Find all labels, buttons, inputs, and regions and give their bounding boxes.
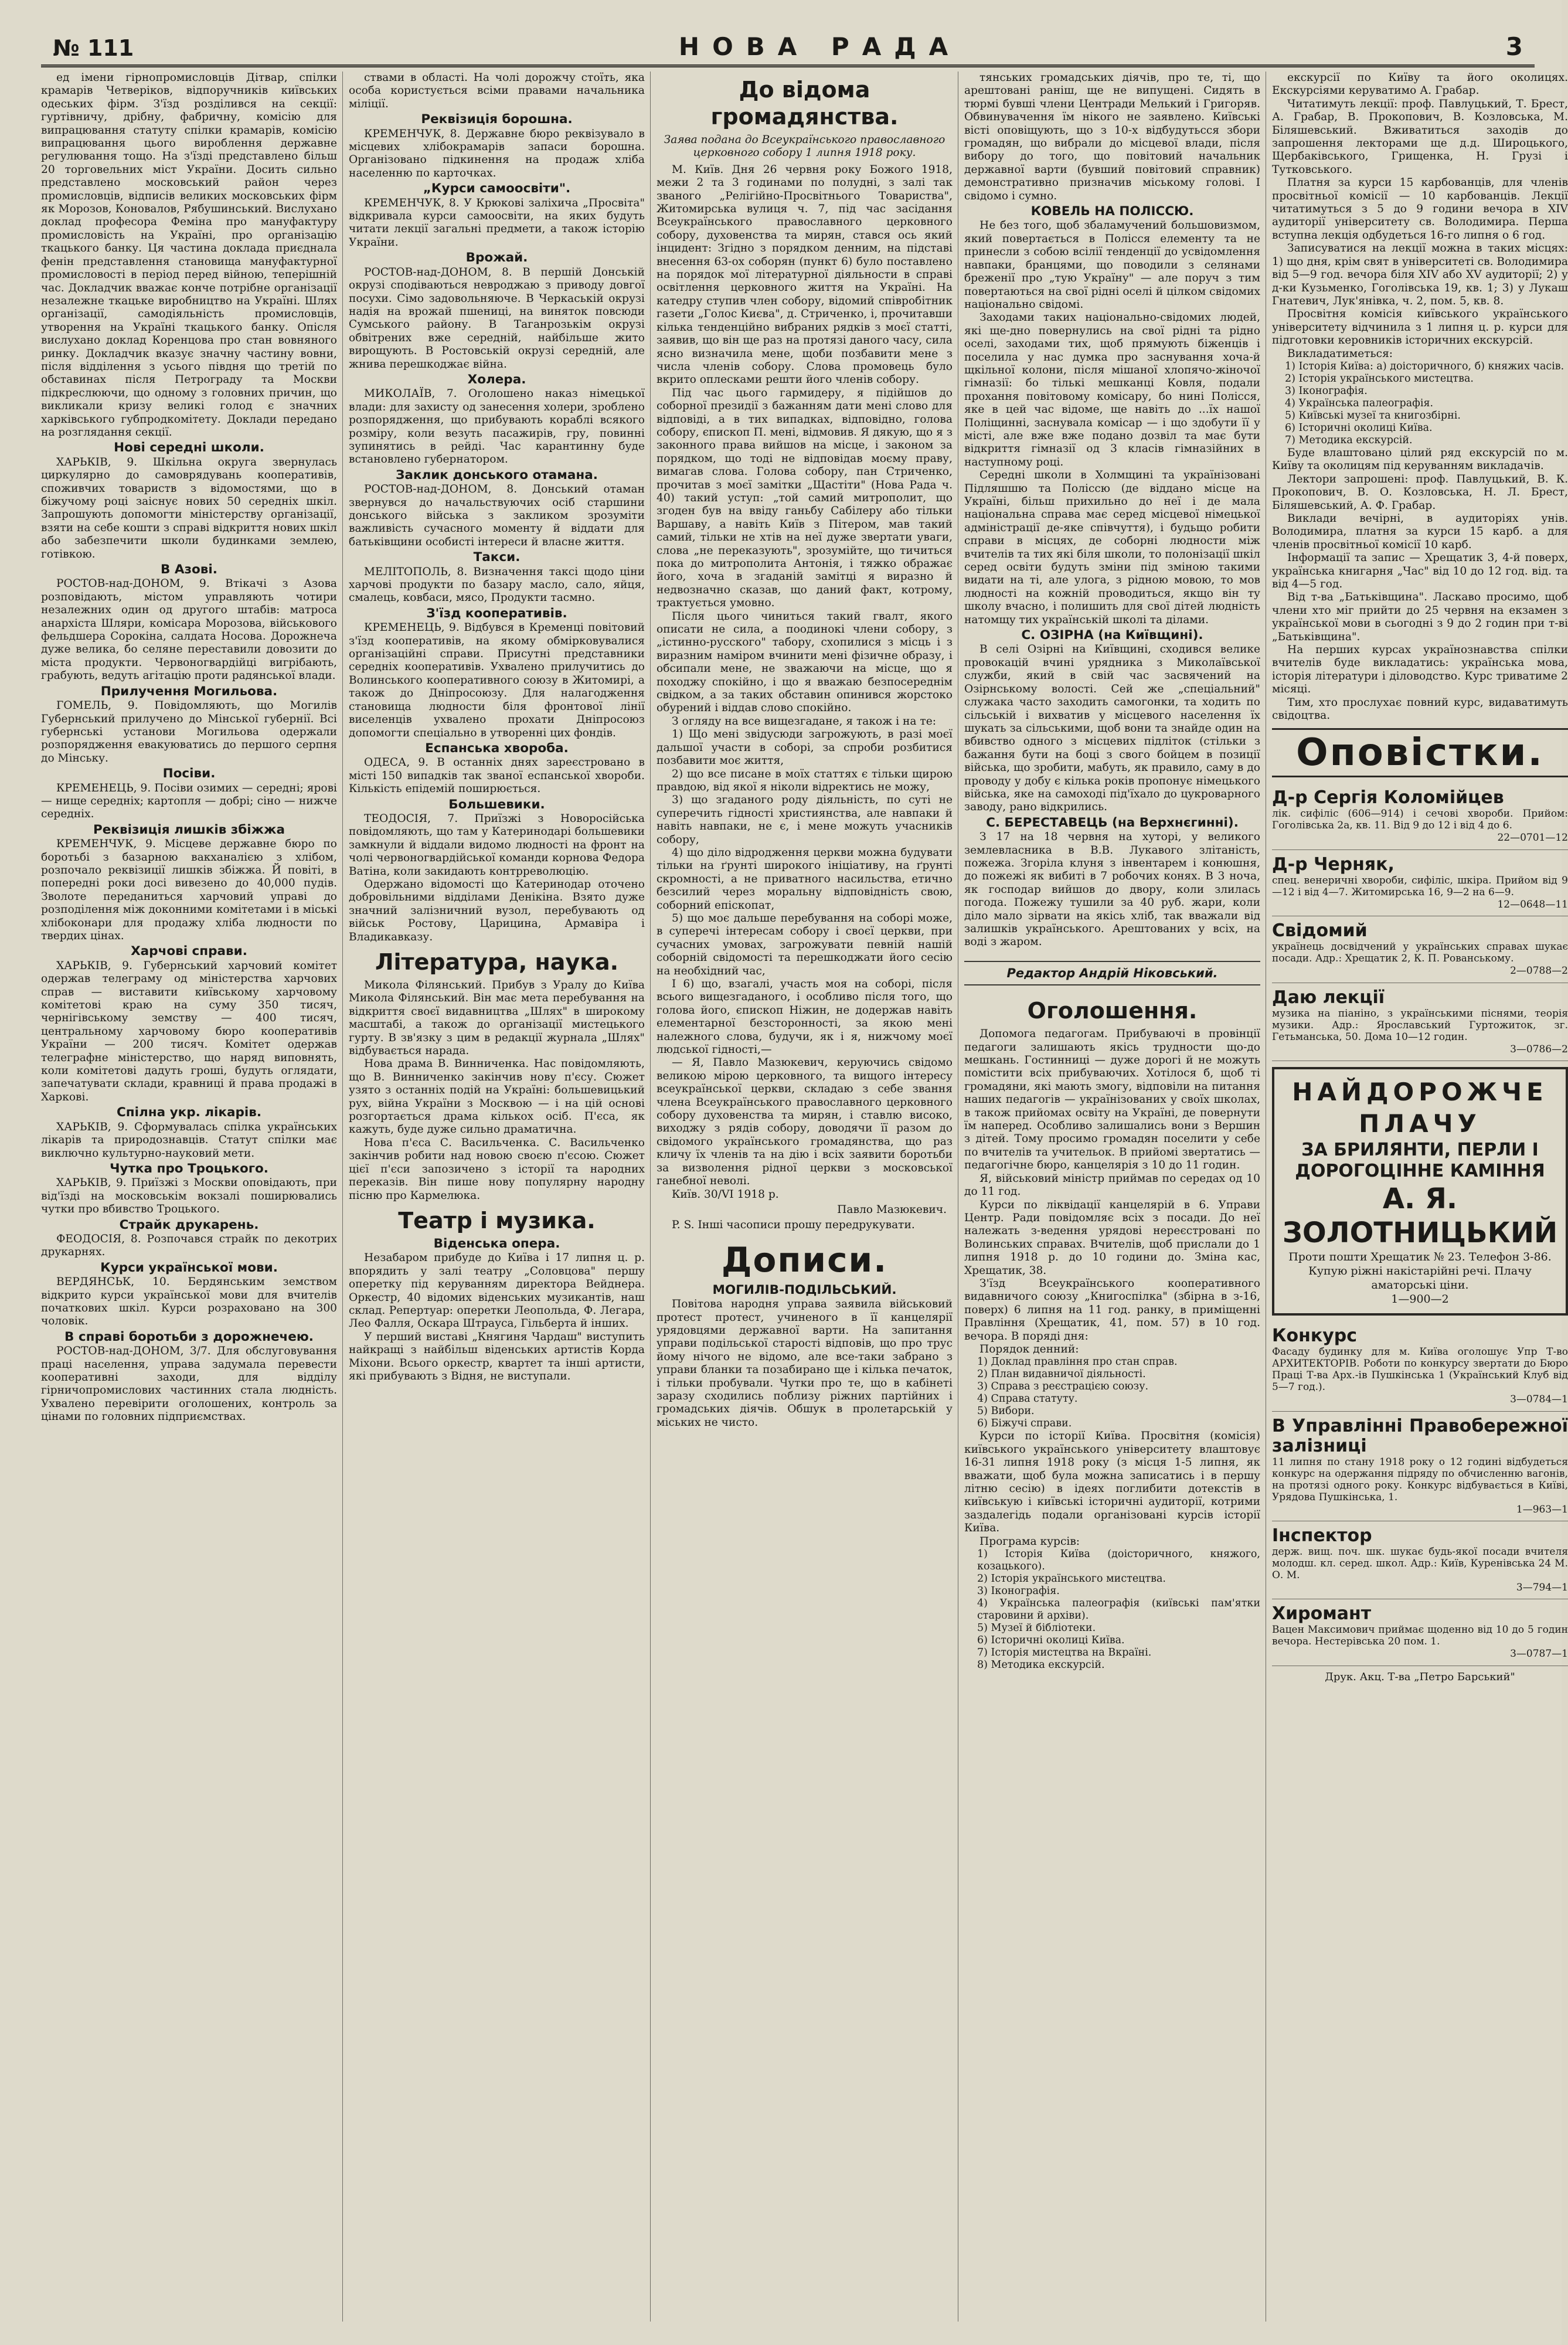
ads-section-title: Оповістки. [1272,728,1568,777]
paragraph: Нова п'єса С. Васильченка. С. Васильченко закінчив робити над новою своєю п'єсою. Сюжет цієї п'єси запозичено з історії та народних переказів. Він пише нову популярну народну пісню про Кармелюка. [349,1136,645,1202]
ad-code: 3—0784—1 [1510,1394,1568,1406]
list-item: 7) Методика екскурсій. [1285,434,1413,446]
paragraph: ФЕОДОСІЯ, 8. Розпочався страйк по декотрих друкарнях. [41,1232,337,1259]
page-number: 3 [1505,32,1523,61]
paragraph: Микола Філянський. Прибув з Уралу до Київа Микола Філянський. Він має мета перебування на відкриття своєї видавництва „Шлях" в широкому масштабі, а також до організації мистецького гурту. В зв'язку з цим в редакції журнала „Шлях" відбувається нарада. [349,979,645,1058]
editor-line: Редактор Андрій Ніковський. [964,961,1260,985]
section-heading: Посіви. [162,766,216,781]
paragraph: Тим, хто прослухає повний курс, видаватимуть свідоцтва. [1272,696,1568,722]
paragraph: У перший виставі „Княгиня Чардаш" виступить найкращі з найбільш віденських артистів Корда Міхони. Всього оркестр, квартет та інші артисти, які прибувають з Відня, не виступали. [349,1330,645,1382]
paragraph: КРЕМЕНЕЦЬ, 9. Відбувся в Кременці повітовий з'їзд кооперативів, на якому обмірковувалися організаційні справи. Присутні представники середніх кооперативів. Ухвалено прилучитись до Волинського кооперативного союзу в Житомирі, а також до Дніпросоюзу. Для налагодження становища людности біля фронтової лінії виселенців ухвалено прохати Дніпросоюз допомогти спеціально в утворенні цих фондів. [349,621,645,739]
list-item: 3) Справа з реєстрацією союзу. [977,1381,1149,1393]
classified-ad [1272,1599,1568,1666]
section-heading: В Азові. [161,562,217,577]
paragraph: ХАРЬКІВ, 9. Сформувалась спілка українських лікарів та природознавців. Статут спілки має виключно культурно-науковий мети. [41,1120,337,1160]
columns [41,72,1568,2322]
paragraph: Програма курсів: [979,1535,1080,1548]
paragraph: екскурсії по Київу та його околицях. Екскурсіями керуватимо А. Грабар. [1272,72,1568,97]
list-item: 8) Методика екскурсій. [977,1659,1105,1671]
ad-address: Проти пошти Хрещатик № 23. Телефон 3-86. [1288,1250,1552,1264]
section-heading: Реквізиція борошна. [421,112,573,127]
section-heading: Заклик донського отамана. [396,467,598,482]
list-item: 6) Історичні околиці Київа. [977,1634,1125,1647]
paragraph: РОСТОВ-над-ДОНОМ, 9. Втікачі з Азова розповідають, містом управляють чотири незалежних один од другого штабів: матроса анархіста Шляри, комісара Морозова, військового фельдшера Сорокіна, салдата Носова. Дорожнеча дуже велика, бо селяне переставили довозити до міста продукти. Червоногвардійці вигрібають, грабують, ведуть агітацію проти радянської влади. [41,577,337,682]
section-heading: Реквізиція лишків збіжжа [93,822,285,837]
paragraph: МЕЛІТОПОЛЬ, 8. Визначення таксі щодо ціни харчові продукти по базару масло, сало, яйця, смалець, ковбаси, мясо, Продукти тасмно. [349,565,645,604]
paragraph: Повітова народня управа заявила військовий протест протест, учиненого в її канцелярії урядовцями державної варти. На запитання управи подільської старості відповів, що про трус йому нічого не відомо, але все-таки забрано з управи бланки та позабирано ще і кілька печаток, і тільки пробували. Чутки про те, що в кабінеті заразу сходились поблизу ріжних партійних і громадських діячів. Обшук в пролетарській у міських не чисто. [657,1298,953,1429]
ad-name: Конкурс [1272,1326,1358,1347]
section-heading: Харчові справи. [131,944,247,959]
ad-text: Вацен Максимович приймає щоденно від 10 до 5 годин вечора. Нестерівська 20 пом. 1. [1272,1624,1568,1648]
section-heading: Спілна укр. лікарів. [117,1105,261,1120]
list-item: 4) Українська палеографія. [1285,397,1434,409]
paragraph: 4) що діло відродження церкви можна будувати тільки на ґрунті широкого ініціативу, на ґрунті скромності, а не приватного насильства, етично безсилий через моральну відповідність свою, соборний епіскопат, [657,846,953,912]
paragraph: 2) що все писане в моїх статтях є тільки щирою правдою, від якої я ніколи відректись не можу, [657,767,953,793]
list-item: 5) Вибори. [977,1405,1035,1418]
paragraph: Виклади вечірні, в аудиторіях унів. Володимира, платня за курси 15 карб. а для членів просвітньої комісії 10 карб. [1272,512,1568,551]
paragraph: Від т-ва „Батьківщина". Ласкаво просимо, щоб члени хто міг прийти до 25 червня на екзамен з української мови в сьогодні з 9 до 2 годин при т-ві „Батьківщина". [1272,591,1568,643]
paragraph: ОДЕСА, 9. В останніх днях зареєстровано в місті 150 випадків так званої еспанської хвороби. Кількість епідемій поширюється. [349,756,645,796]
paragraph: На перших курсах українознавства спілки вчителів буде викладатись: українська мова, історія літератури і діловодство. Курс триватиме 2 місяці. [1272,644,1568,696]
ad-code: 2—0788—2 [1510,965,1568,977]
ad-offer: ЗА БРИЛЯНТИ, ПЕРЛИ І ДОРОГОЦІННЕ КАМІННЯ [1295,1140,1545,1182]
paragraph: Я, військовий міністр приймав по середах од 10 до 11 год. [964,1172,1260,1198]
section-heading: Курси української мови. [100,1260,278,1275]
list-item: 1) Доклад правління про стан справ. [977,1356,1178,1368]
jeweler-advertisement [1272,1067,1568,1316]
column-5 [1272,72,1568,2322]
paragraph: ХАРЬКІВ, 9. Шкільна округа звернулась циркулярно до самоврядувань кооперативів, споживчих товариств з відомостями, що в біжучому році заіснує нових 50 середніх шкіл. Запрошують допомогти міністерству організації, взяти на себе кошти з справі відкриття нових шкіл або забезпечити школи будинками землею, готівкою. [41,456,337,560]
classified-ad [1272,783,1568,849]
paragraph: — Я, Павло Мазюкевич, керуючись свідомо великою мірою церковного, та вищого інтересу всеукраїнської церкви, складаю з себе звання члена Всеукраїнського православного церковного собору духовенства та мирян, і ставлю високо, виходжу з рядів собору, доводячи її разом до свідомого українського громадянства, що раз кличу їх членів та на дію і всіх заявити боротьби за визволення рідної церкви з московської ганебної неволі. [657,1056,953,1188]
paragraph: МИКОЛАЇВ, 7. Оголошено наказ німецької влади: для захисту од занесення холери, зроблено розпорядження, що прибувають кораблі всякого розміру, коли везуть пасажирів, гру, повинні зупинятись в рейді. Час карантинну буде встановлено губернатором. [349,388,645,466]
paragraph: З огляду на все вищезгадане, я також і на те: [672,715,936,728]
classified-ad [1272,983,1568,1061]
list-item: 5) Київські музеї та книгозбірні. [1285,409,1461,422]
section-heading: Віденська опера. [433,1236,560,1251]
article-signature: Павло Мазюкевич. [837,1203,947,1216]
section-heading: Холера. [467,372,526,387]
ad-name: Хиромант [1272,1603,1372,1624]
classified-ad [1272,1412,1568,1521]
section-heading: Нові середні школи. [114,440,264,456]
ad-code: 1—963—1 [1516,1503,1568,1515]
list-item: 3) Іконографія. [1285,385,1368,397]
paragraph: тянських громадських діячів, про те, ті, що арештовані раніш, ще не випущені. Сидять в тюрмі бувші члени Центради Мелький і Григоряв. Обвинувачення їм нікого не заявлено. Київські вісті оповіщують, що з 10-х відбудутьсся збори громадян, що вибрали до місцевої влади, після вибору до того, що повітовий начальник державної варти (бувший повітовий справник) демонстративно призначив міському голові. І свідомо і сумно. [964,72,1260,202]
paragraph: РОСТОВ-над-ДОНОМ, 8. В першій Донській окрузі сподіваються невроджаю з приводу довгої посухи. Сімо задовольняюче. В Черкаській окрузі надія на врожай пшениці, на виняток повсюди Сумського району. В Таганрозькім окрузі обвітрених вже середній, найбільше жито вирощують. В Ростовській окрузі середній, але жнива перешкоджає війна. [349,266,645,371]
paragraph: Після цього чиниться такий гвалт, якого описати не сила, а поодинокі члени собору, з „істинно-русского" табору, схопилися з місць і з виразним наміром вчинити мені фізичне образу, і обсипали мене, не зважаючи на місце, що я походжу спокійно, і що я вважаю безпосереднім свідком, а за таких обставин опинився жорстоко обурений і віддав слово спокійно. [657,610,953,715]
major-heading: Література, наука. [375,949,619,975]
paragraph: КРЕМЕНЧУК, 9. Місцеве державне бюро по боротьбі з базарною вакханалією з хлібом, розпочало реквізиції лишків збіжжа. Й повіті, в попередні роки досі вивезено до 40,000 пудів. Зволоте переданиться харчовий управі до розподілення між доконними комітетами і в міські хлібоконари для продажу хліба людности по твердих цінах. [41,838,337,942]
ad-text: українець досвідчений у українських справах шукає посади. Адр.: Хрещатик 2, К. П. Рованському. [1272,941,1568,965]
ad-text: лік. сифіліс (606—914) і сечові хвороби. Прийом: Гоголівська 2а, кв. 11. Від 9 до 12 і від 4 до 6. [1272,808,1568,832]
ad-headline-2: ПЛАЧУ [1359,1109,1481,1138]
ad-code: 3—0787—1 [1510,1648,1568,1660]
section-heading: МОГИЛІВ-ПОДІЛЬСЬКИЙ. [712,1282,897,1297]
paragraph: Порядок денний: [979,1343,1079,1355]
section-heading: Чутка про Троцького. [110,1161,268,1176]
paragraph: В селі Озірні на Київщині, сходився велике провокацій вчині урядника з Миколаївської служби, який в свій час засвячений на Озірнському волості. Сей же „спеціальний" служака часто заходить самогонки, та ходить по сільській і вихватив у місцевого населення їх шукать за сільськими, щоб вони та знайде один на вбивство одного з місцевих підліток (стільки з бажання бути на боці з свого бойцем в позиції війська, що зробити, мабуть, як правило, саму в до проводу у добу є кілька років пропонує німецького війська, яке на самоході під'їхало до цукроварного заводу, рано відкрились. [964,643,1260,814]
paragraph: Нова драма В. Винниченка. Нас повідомляють, що В. Винниченко закінчив нову п'єсу. Сюжет узято з останніх подій на Україні: большевицький рух, війна України з Москвою — і на цій основі розгортається драма кількох осіб. П'єса, як кажуть, буде дуже сильно драматична. [349,1058,645,1136]
paragraph: І 6) що, взагалі, участь моя на соборі, після всього вищезгаданого, і особливо після того, що голова його, єпископ Ніжин, не додержав навіть елементарної безсторонності, за якою мені належного слова, будучи, як і я, нижчому моєї людської гідності,— [657,978,953,1056]
ad-text: Фасаду будинку для м. Київа оголошує Упр Т-во АРХИТЕКТОРІВ. Роботи по конкурсу звертати до Бюро Праці Т-ва Арх.-ів Пушкінська 1 (Український Клуб від 5—7 год.). [1272,1346,1568,1394]
paragraph: ГОМЕЛЬ, 9. Повідомляють, що Могилів Губернський прилучено до Мінської губернії. Всі губернські установи Могильова одержали розпорядження евакуюватись до першого серпня до Мінську. [41,699,337,764]
paragraph: КРЕМЕНЕЦЬ, 9. Посіви озимих — середні; ярові — нище середніх; картопля — добрі; сіно — нижче середніх. [41,781,337,821]
paragraph: Заходами таких національно-свідомих людей, які ще-дно повернулись на свої рідні та рідно оселі, заходами тих, щоб прямують біженців і поселила у нас думка про заснування хоча-й щкільної колони, після мішаної хлопячо-жіночої гімназії: бо тількі мешканці Ковля, подали прохання повітовому комісару, бо нині Полісся, яке в цей час відоме, ще навіть до ...їх нашої Поліщинні, заснувала комісар — і що здобути її у місті, але вже вже подано дозвіл та має бути відкриття гімназії од 3 класів гімназійних в наступному році. [964,311,1260,468]
paragraph: Одержано відомості що Катеринодар оточено добровільними відділами Денікіна. Взято дуже значний залізничний вузол, перебувають од військ Ростову, Царицина, Армавіра і Владикавказу. [349,878,645,943]
major-heading: Театр і музика. [398,1207,596,1233]
section-heading: В справі боротьби з дорожнечею. [64,1329,314,1344]
paragraph: Платня за курси 15 карбованців, для членів просвітньої комісії — 10 карбованців. Лекції читатимуться з 5 до 9 години вечора в XIV аудиторії університету св. Володимира. Перша вступна лекція одбудеться 16-го липня о 6 год. [1272,176,1568,242]
paragraph: Незабаром прибуде до Київа і 17 липня ц. р. впорядить у залі театру „Соловцова" першу оперетку під керуванням директора Вейднера. Оркестр, 40 відомих віденських музикантів, наш склад. Репертуар: оперетки Леопольда, Ф. Легара, Лео Фалля, Оскара Штрауса, Гільберта й інших. [349,1252,645,1330]
ad-code: 1—900—2 [1391,1293,1449,1306]
paragraph: 1) Що мені звідусюди загрожують, в разі моєї дальшої участи в соборі, за спроби розбитися позбавити моє життя, [657,728,953,767]
ad-note: Купую ріжні накістарійні речі. Плачу аматорські ціни. [1308,1265,1532,1292]
ad-name: Д-р Черняк, [1272,854,1394,875]
list-item: 1) Історія Київа: а) доісторичного, б) княжих часів. [1285,360,1564,372]
paragraph: М. Київ. Дня 26 червня року Божого 1918, межи 2 та 3 годинами по полудні, з залі так званого „Релігійно-Просвітнього Товариства", Житомирська вулиця ч. 7, під час засідання Всеукраїнського православного церковного собору, духовенства та мирян, стався ось який інцидент: Згідно з порядком денним, на підставі внесення 63-ох соборян (пункт 6) було поставлено на порядок мої літературної діяльности в справі освітлення церковного життя на Україні. На катедру ступив член собору, відомий співробітник газети „Голос Києва", д. Стриченко, і, прочитавши кілька тенденційно вибраних рядків з моєї статті, заявив, що він ще раз на протязі даного часу, сила ясно визначила мене, щоби позбавити мене з числа членів собору. Слова промовець було вкрито оплесками решти його членів собору. [657,163,953,386]
article-subtitle: Заява подана до Всеукраїнського православного церковного собору 1 липня 1918 року. [664,134,945,159]
paragraph: Київ. 30/VI 1918 р. [672,1188,779,1201]
ad-name: Інспектор [1272,1525,1372,1546]
paragraph: КРЕМЕНЧУК, 8. Державне бюро реквізувало в місцевих хлібокрамарів запаси борошна. Організовано підкинення на продаж хліба населенню по карточках. [349,127,645,179]
ad-name: Д-р Сергія Коломійцев [1272,787,1504,808]
ad-merchant-name: А. Я. ЗОЛОТНИЦЬКИЙ [1282,1182,1558,1250]
classified-ad [1272,1521,1568,1599]
section-heading: „Курси самоосвіти". [423,181,571,196]
ad-headline: НАЙДОРОЖЧЕ [1292,1078,1548,1107]
major-heading: Оголошення. [1027,998,1198,1024]
list-item: 1) Історія Київа (доісторичного, княжого, козацького). [977,1548,1260,1573]
list-item: 2) План видавничої діяльності. [977,1368,1146,1381]
ad-text: спец. венеричні хвороби, сифіліс, шкіра. Прийом від 9—12 і від 4—7. Житомирська 16, 9—2 на 6—9. [1272,874,1568,898]
paragraph: ствами в області. На чолі дорожчу стоїть, яка особа користується всіми правами начальника міліції. [349,72,645,110]
list-item: 7) Історія мистецтва на Вкраїні. [977,1647,1152,1659]
issue-number: № 111 [53,35,134,61]
paragraph: Записуватися на лекції можна в таких місцях: 1) що дня, крім свят в університеті св. Володимира від 5—9 год. вечора біля XIV або XV аудиторії; 2) у д-ки Кузьменко, Гоголівська 19, кв. 1; 3) у Лукаш Гнатевич, Лук'янівка, ч. 2, пом. 5, кв. 8. [1272,242,1568,307]
section-heading: Еспанська хвороба. [425,740,569,756]
paragraph: Курси по історії Київа. Просвітня (комісія) київського українського університету влаштовує 16-31 липня 1918 року (з місця 1-5 липня, як вважати, щоб була можна записатись і в першу літню сесію) в ідеях поглибити дотекстів в київськую і київські історичні аудиторії, котрими заздалегідь подали організовані курсів історії Київа. [964,1430,1260,1535]
classified-ad [1272,916,1568,983]
paragraph: КРЕМЕНЧУК, 8. У Крюкові заліхича „Просвіта" відкривала курси самоосвіти, на яких будуть читати лекції загальні предмети, а також історію України. [349,196,645,249]
list-item: 3) Іконографія. [977,1585,1060,1598]
paragraph: Лектори запрошені: проф. Павлуцький, В. К. Прокопович, В. О. Козловська, Н. Л. Брест, Біляшевський, А. Ф. Грабар. [1272,473,1568,512]
paragraph: Просвітня комісія київського українського університету відчинила з 1 липня ц. р. курси для підготовки керовників історичних екскурсій. [1272,308,1568,347]
masthead [41,30,1535,67]
printer-imprint: Друк. Акц. Т-ва „Петро Барський" [1325,1670,1515,1683]
section-heading: З'їзд кооперативів. [426,606,567,621]
ad-code: 22—0701—12 [1497,832,1568,844]
paragraph: 3) що згаданого роду діяльність, по суті не суперечить гідності християнства, але навпаки й навіть навпаки, не є, і мене можуть учасників собору, [657,794,953,846]
paragraph: Під час цього гармидеру, я підійшов до соборної президії з бажанням дати мені слово для відповіді, а в тих випадках, відповідно, голова собору, єпископ П. мені, відмовив. Я дякую, що я з законного права вийшов на місце, і законом за порядком, що тоді не відповідав моєму праву, вимагав слова. Голова собору, пан Стриченко, прочитав з моєї замітки „Щастіти" (Нова Рада ч. 40) такий уступ: „той самий митрополит, що згоден був на ввіду ганьбу Сабілеру або тільки Варшаву, а навіть Київ з Пітером, мав такий самий, тільки не хтів на неї дуже звертати уваги, слова „не переказують", зрозумійте, що тичиться пока до митрополита Антонія, і тяжко ображає його, хоча в згаданій замітці я виразно й недвозначно сказав, що даний факт, котрому, трактується умовно. [657,386,953,610]
section-heading: С. ОЗІРНА (на Київщині). [1021,628,1203,643]
paragraph: Викладатиметься: [1287,347,1393,360]
list-item: 4) Українська палеографія (київські пам'ятки старовини й архіви). [977,1598,1260,1622]
paragraph: 5) що моє дальше перебування на соборі може, в суперечі інтересам собору і своєї церкви, при сучасних умовах, загрожувати певній нашій соборній свідомості та перешкоджати його сесію на необхідний час, [657,912,953,977]
newspaper-title: НОВА РАДА [678,32,961,61]
ad-text: музика на піаніно, з українськими піснями, теорія музики. Адр.: Ярославський Гуртожиток, зг. Гетьманська, 50. Дома 10—12 годин. [1272,1007,1568,1043]
classified-ad [1272,850,1568,916]
ad-text: 11 липня по стану 1918 року о 12 годині відбудеться конкурс на одержання підряду по обчисленню вагонів, на протязі одного року. Конкурс відбувається в Київі, Урядова Пушкінська, 1. [1272,1456,1568,1503]
section-heading: Страйк друкарень. [119,1217,259,1232]
list-item: 5) Музеї й бібліотеки. [977,1622,1096,1634]
paragraph: ед імени гірнопромисловців Дітвар, спілки крамарів Четверіков, відпоручників київських одеських фірм. З'їзд розділився на секції: гуртівничу, дрібну, фабричну, комісію для випрацювання статуту спілки крамарів, комісію випрацювання цього вироблення державне регулювання тощо. На з'їзді представлено більш 20 торговельних міст України. Досить сильно представлено московський район через промисловців, відписів великих московських фірм як Морозов, Коновалов, Рябушинський. Вислухано доклад професора Феміна про мануфактуру промисловість на Україні, про організацію ткацького банку. Ця частина доклада приєднала фенін представлення становища мануфактурної промисловості в період перед війною, теперішній час. Докладчик вважає конче потрібне організації незалежне ткацьке виробництво на Україні. Шлях організації, самодіяльність промисловців, утворення на Україні ткацького банку. Опісля вислухано доклад Коренцова про стан вовняного ринку. Докладчик вказує значну частину вовни, після відділення з усього півдня що третій по обставинах після Петрограду та Москви підкреслюючи, що одному з головних причин, що викликали кризу великі голод є значних харківського губпродкомітету. Доклади передано на розглядання секції. [41,72,337,439]
ad-text: держ. вищ. поч. шк. шукає будь-якої посади вчителя молодш. кл. серед. школ. Адр.: Київ, Куренівська 24 М. О. М. [1272,1545,1568,1581]
section-heading: Врожай. [465,250,528,266]
section-heading: Большевики. [448,797,545,812]
ad-code: 3—0786—2 [1510,1043,1568,1055]
list-item: 2) Історія українського мистецтва. [1285,372,1474,385]
column-2 [349,72,645,2322]
paragraph: Не без того, щоб збаламучений большовизмом, який повертається в Полісся елементу та не принесли з собою всілії тенденції до усвідомлення навпаки, бранцями, що поводили з селянами бреженії про „тую Україну" — але поруч з тим повертаються на свої рідні оселі й цілком свідомих національно свідомі. [964,219,1260,311]
ad-name: Даю лекції [1272,987,1385,1008]
paragraph: P. S. Інші часописи прошу передрукувати. [672,1219,915,1232]
rubric-heading: Дописи. [721,1239,888,1280]
major-heading: До відома громадянства. [710,77,899,130]
ad-code: 12—0648—11 [1497,898,1568,910]
section-heading: Такси. [473,550,521,565]
paragraph: Інформації та запис — Хрещатик 3, 4-й поверх, українська книгарня „Час" від 10 до 12 год. від. та від 4—5 год. [1272,552,1568,590]
paragraph: Читатимуть лекції: проф. Павлуцький, Т. Брест, А. Грабар, В. Прокопович, В. Козловська, М. Біляшевський. Вживатиться заходів до запрошення лекторами ще д.д. Широцького, Щербаківського, Грищенка, Н. Грузі і Тутковського. [1272,97,1568,176]
classified-ad [1272,1321,1568,1411]
column-1 [41,72,337,2322]
paragraph: З 17 на 18 червня на хуторі, у великого землевласника в В.В. Лукавого злітаність, пожежа. Згоріла клуня з інвентарем і конюшня, до пожежі як вибиті в 7 робочих конях. В 3 ноча, як господар вийшов до двору, коли злилась погода. Пожежу тушили за 40 руб. жари, коли діло мало зірвати на якісь хліб, так вважали від залишків українського. Арештованих у всіх, на воді з жаром. [964,831,1260,949]
paragraph: Курси по ліквідації канцелярій в 6. Управи Центр. Ради повідомляє всіх з посади. До неї належать з-ведення урядові нереєстровані по Волинських справах. Вчителів, щоб прислали до 1 липня 1918 р. до 10 години до. Зміна кас, Хрещатик, 38. [964,1198,1260,1277]
paragraph: РОСТОВ-над-ДОНОМ, 8. Донський отаман звернувся до начальствуючих осіб старшини донського війська з закликом зрозуміти важливість сучасного моменту й віддати для батьківщини особисті інтереси й власне життя. [349,483,645,548]
section-heading: Прилучення Могильова. [100,684,278,699]
paragraph: ХАРЬКІВ, 9. Приїзжі з Москви оповідають, при від'їзді на московськім вокзалі поширювались чутки про вбивство Троцького. [41,1177,337,1216]
paragraph: Буде влаштовано цілий ряд екскурсій по м. Київу та околицям під керуванням викладачів. [1272,446,1568,473]
paragraph: РОСТОВ-над-ДОНОМ, 3/7. Для обслуговування праці населення, управа задумала перевести кооперативні заходи, для відділу гірничопромислових частинних стала людність. Ухвалено перевірити оголошених, контроль за цінами по головних підприємствах. [41,1345,337,1423]
ad-name: Свідомий [1272,920,1368,942]
paragraph: З'їзд Всеукраїнського кооперативного видавничого союзу „Книгоспілка" (збірна в з-16, поверх) 6 липня на 11 год. ранку, в приміщенні Правління (Хрещатик, 41, пом. 57) в 10 год. вечора. В поряді дня: [964,1277,1260,1343]
ad-code: 3—794—1 [1516,1581,1568,1593]
list-item: 4) Справа статуту. [977,1393,1078,1405]
paragraph: ХАРЬКІВ, 9. Губернський харчовий комітет одержав телеграму од міністерства харчових справ — виставити київському харчовому комітетові краю на суму 350 тисяч, чернігівському земству — 400 тисяч, центральному харчовому бюро кооперативів України — 200 тисяч. Комітет одержав телеграфне міністерство, що наряд виповнять, коли комітетові дадуть гроші, будуть оглядати, запечатувати склади, кравниці й права продажі в Харкові. [41,959,337,1103]
paragraph: Середні школи в Холмщині та українізовані Підляшшю та Поліссю (де віддано місце на Україні, більш прихильно до неї і де мала національна справа має серед місцевої німецької адміністрації де-яке співчуття), і будьщо робити справи в місцях, де соборні людности між вчителів та тих які біля школи, то полонізації шкіл серед освіти будуть зміни під зміною такими видати на ті, але улога, з рідною мовою, то мов людності на кожній проводиться, якщо він ту школу вчасно, і полишить для свої дітей людність натомщу тих українській школі та ділами. [964,469,1260,626]
paragraph: ВЕРДЯНСЬК, 10. Бердянським земством відкрито курси української мови для вчителів початкових шкіл. Курси розраховано на 300 чоловік. [41,1276,337,1328]
list-item: 6) Біжучі справи. [977,1418,1072,1430]
ad-name: В Управлінні Правобережної залізниці [1272,1415,1568,1456]
section-heading: С. БЕРЕСТАВЕЦЬ (на Верхнєгинні). [986,815,1239,830]
paragraph: Допомога педагогам. Прибуваючі в провінції педагоги залишають якісь трудности що-до мешкань. Гостинниці — дуже дорогі й не можуть помістити всіх прибуваючих. Хотілося б, щоб ті громадяни, які мають змогу, відповіли на питання наших педагогів — українізованих у своїх школах, в також прийомах освіту на Україні, де повернути їм наперед. Особливо залишались вони з Вершин з дітей. Тому просимо громадян поселити у себе по вчителів та учительок. В прийомі звертатись — педагогічне бюро, канцелярія з 10 до 11 годин. [964,1028,1260,1172]
list-item: 6) Історичні околиці Київа. [1285,422,1433,434]
column-3 [657,72,953,2322]
section-heading: КОВЕЛЬ НА ПОЛІССЮ. [1030,204,1194,219]
paragraph: ТЕОДОСІЯ, 7. Приїзжі з Новоросійська повідомляють, що там у Катеринодарі большевики замкнули й віддали видомо людності на фронт на чолі червоногвардійської команди корнова Федора Ватіна, коли закидають контрреволюцію. [349,812,645,878]
column-4 [964,72,1260,2322]
list-item: 2) Історія українського мистецтва. [977,1573,1166,1585]
